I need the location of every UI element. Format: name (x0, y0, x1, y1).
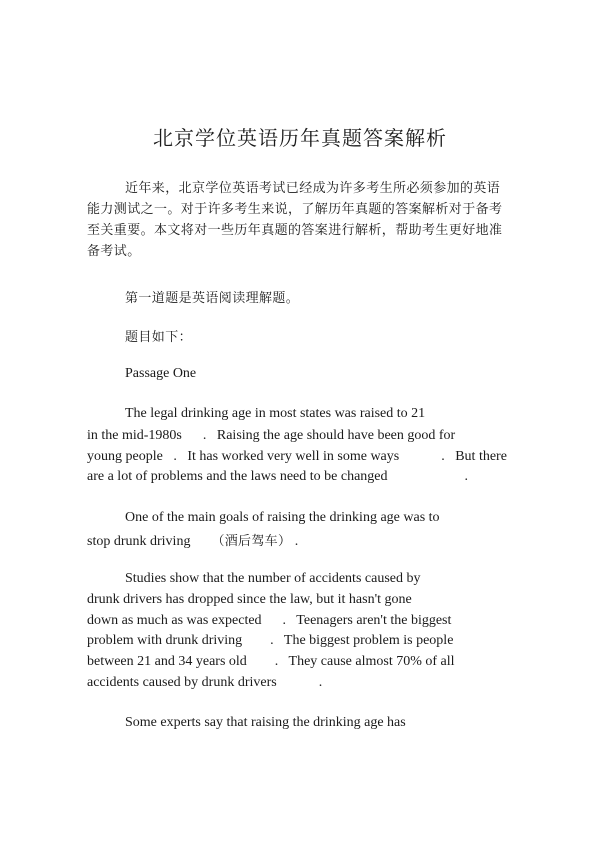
paragraph-2-line (87, 530, 298, 550)
paragraph-2-end: . (291, 534, 299, 549)
question-one-intro: 第一道题是英语阅读理解题。 (125, 291, 300, 306)
paragraph-2-gloss: （酒后驾车） (211, 534, 292, 549)
paragraph-2-text: stop drunk driving (87, 534, 212, 549)
paragraph-3-line: drunk drivers has dropped since the law, but it hasn't gone (87, 592, 412, 607)
paragraph-3-line: accidents caused by drunk drivers . (87, 675, 323, 690)
paragraph-1-line: The legal drinking age in most states was raised to 21 (125, 406, 426, 421)
paragraph-4-line: Some experts say that raising the drinking age has (125, 715, 406, 730)
paragraph-3-line: between 21 and 34 years old . They cause almost 70% of all (87, 654, 455, 669)
paragraph-1-line: in the mid-1980s . Raising the age should have been good for (87, 428, 456, 443)
paragraph-3-line: down as much as was expected . Teenagers aren't the biggest (87, 613, 452, 628)
intro-paragraph: 近年来，北京学位英语考试已经成为许多考生所必须参加的英语能力测试之一。对于许多考生来说，了解历年真题的答案解析对于备考至关重要。本文将对一些历年真题的答案进行解析，帮助考生更好地准备考试。 (87, 181, 503, 259)
paragraph-3-line: problem with drunk driving . The biggest problem is people (87, 633, 454, 648)
paragraph-2-line: One of the main goals of raising the drinking age was to (125, 510, 440, 525)
document-title: 北京学位英语历年真题答案解析 (153, 126, 447, 150)
paragraph-1-line: young people . It has worked very well in some ways . But there (87, 449, 507, 464)
paragraph-1-line: are a lot of problems and the laws need to be changed . (87, 469, 469, 484)
paragraph-3-line: Studies show that the number of accidents caused by (125, 571, 421, 586)
passage-title: Passage One (125, 366, 197, 381)
question-label: 题目如下： (125, 330, 193, 345)
